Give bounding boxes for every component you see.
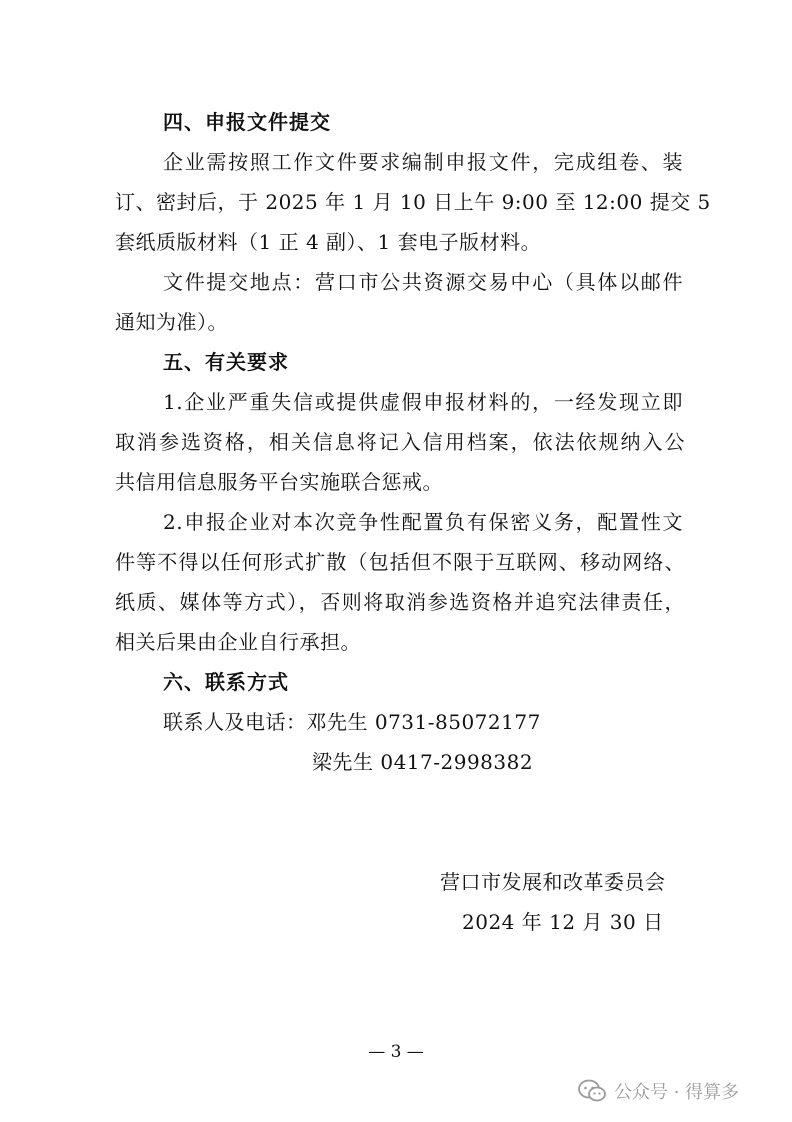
paragraph-line: 企业需按照工作文件要求编制申报文件，完成组卷、装 (163, 150, 683, 174)
contact-line: 联系人及电话：邓先生 0731-85072177 (163, 710, 541, 734)
section6-heading: 六、联系方式 (163, 670, 289, 694)
paragraph-line: 1.企业严重失信或提供虚假申报材料的，一经发现立即 (163, 390, 683, 414)
wechat-icon (578, 1079, 606, 1103)
paragraph-line: 订、密封后，于 2025 年 1 月 10 日上午 9:00 至 12:00 提交 5 (115, 190, 711, 214)
contact-line: 梁先生 0417-2998382 (312, 750, 534, 774)
section5-heading: 五、有关要求 (163, 350, 289, 374)
paragraph-line: 套纸质版材料（1 正 4 副）、1 套电子版材料。 (115, 230, 542, 254)
signature-org: 营口市发展和改革委员会 (440, 870, 666, 894)
paragraph-line: 2.申报企业对本次竞争性配置负有保密义务，配置性文 (163, 510, 683, 534)
watermark-text: 公众号 · 得算多 (614, 1082, 740, 1103)
paragraph-line: 文件提交地点：营口市公共资源交易中心（具体以邮件 (163, 270, 683, 294)
page-number: — 3 — (368, 1042, 424, 1062)
paragraph-line: 通知为准）。 (115, 310, 228, 334)
paragraph-line: 件等不得以任何形式扩散（包括但不限于互联网、移动网络、 (115, 550, 685, 574)
paragraph-line: 相关后果由企业自行承担。 (115, 630, 361, 654)
paragraph-line: 纸质、媒体等方式），否则将取消参选资格并追究法律责任， (115, 590, 685, 614)
paragraph-line: 取消参选资格，相关信息将记入信用档案，依法依规纳入公 (115, 430, 685, 454)
watermark (578, 1078, 739, 1104)
section4-heading: 四、申报文件提交 (163, 110, 331, 134)
signature-date: 2024 年 12 月 30 日 (462, 910, 664, 934)
paragraph-line: 共信用信息服务平台实施联合惩戒。 (115, 470, 443, 494)
